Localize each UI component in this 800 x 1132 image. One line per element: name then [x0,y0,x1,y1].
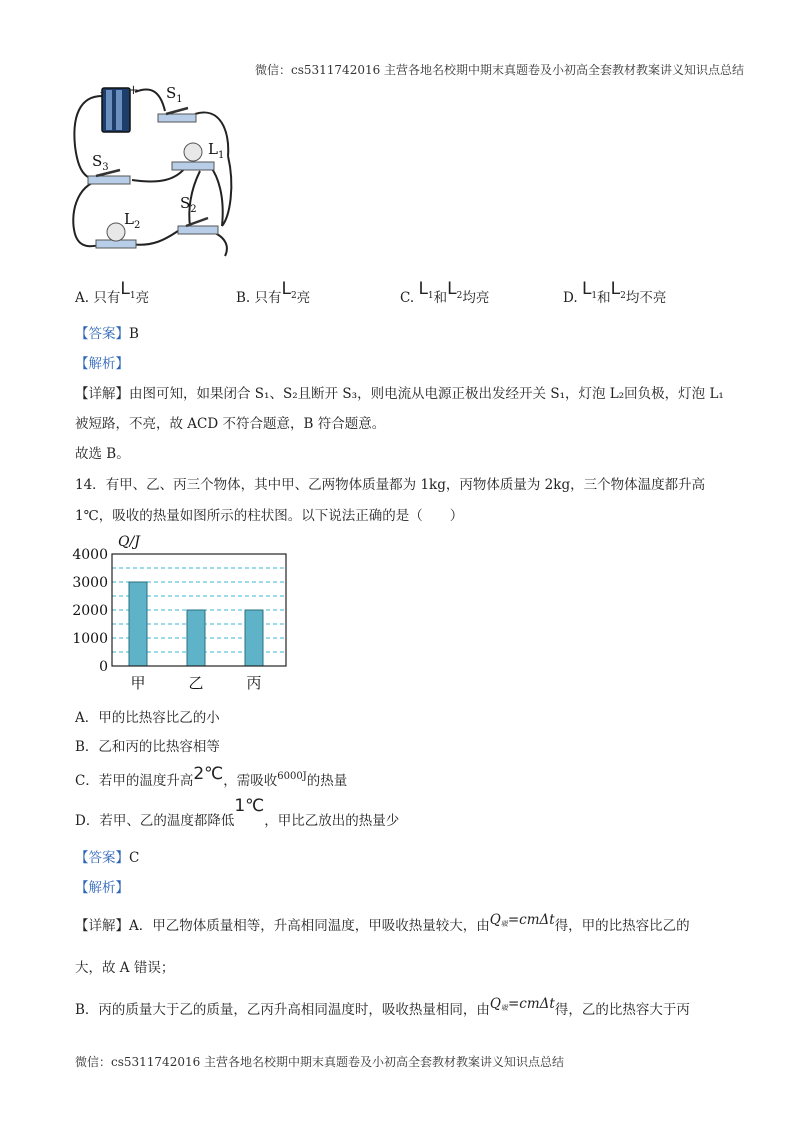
q13-option-a: A. 只有$L_1$亮 [75,279,150,306]
q14-stem-line2: 1℃，吸收的热量如图所示的柱状图。以下说法正确的是（ ） [75,508,464,524]
y-tick-label: 4000 [72,547,108,563]
q13-analysis-label: 【解析】 [75,356,129,372]
switch-s1-icon [158,108,196,122]
switch-s3-icon [88,170,130,184]
bar [129,582,147,666]
svg-text:L1: $L_1$ [208,140,225,161]
q14-option-c: C．若甲的温度升高2℃，需吸收$^{6000J}$的热量 [75,764,348,789]
q13-detail-line2: 被短路，不亮，故 ACD 不符合题意，B 符合题意。 [75,416,386,432]
bar [187,610,205,666]
y-axis-label: Q/J [118,534,140,550]
q13-option-b: B. 只有$L_2$亮 [236,279,311,306]
q14-stem-line1: 14．有甲、乙、丙三个物体，其中甲、乙两物体质量都为 1kg，丙物体质量为 2kg，三个物体温度都升高 [75,477,706,493]
y-tick-label: 0 [99,659,108,675]
switch-s2-icon [178,218,218,234]
q13-option-d: D. $L_1$和$L_2$均不亮 [563,279,667,306]
q14-detail-a-line2: 大，故 A 错误； [75,960,175,976]
svg-text:S2: $S_2$ [180,194,197,215]
svg-text:L2: $L_2$ [124,210,141,231]
header-watermark: 微信：cs5311742016 主营各地名校期中期末真题卷及小初高全套教材教案讲义知识点总结 [255,63,745,77]
y-tick-label: 2000 [72,603,108,619]
heat-bar-chart [60,530,300,695]
x-category-label: 乙 [188,674,204,692]
q13-detail-line1: 【详解】由图可知，如果闭合 S₁、S₂且断开 S₃，则电流从电源正极出发经开关 S₁，灯泡 L₂回负极，灯泡 L₁ [75,386,724,402]
formula: $Q_吸=cm\Delta t$ [489,996,555,1012]
q14-answer: 【答案】C [75,850,140,866]
svg-text:+: + [128,83,139,98]
circuit-diagram [60,76,240,266]
formula: $Q_吸=cm\Delta t$ [489,912,555,928]
x-category-label: 甲 [130,674,146,692]
x-category-label: 丙 [246,674,262,692]
svg-text:S3: $S_3$ [92,152,109,173]
bar [245,610,263,666]
q14-detail-b-line1: B．丙的质量大于乙的质量，乙丙升高相同温度时，吸收热量相同，由$Q_吸=cm\Delta t$得，乙的比热容大于丙 [75,996,690,1018]
battery-icon [102,88,130,132]
svg-text:-: - [100,85,105,99]
q14-option-d: D．若甲、乙的温度都降低1℃，甲比乙放出的热量少 [75,796,400,829]
y-tick-label: 3000 [72,575,108,591]
footer-watermark: 微信：cs5311742016 主营各地名校期中期末真题卷及小初高全套教材教案讲义知识点总结 [75,1055,565,1069]
y-tick-label: 1000 [72,631,108,647]
svg-text:S1: $S_1$ [166,84,183,105]
q13-answer: 【答案】B [75,326,139,342]
q14-analysis-label: 【解析】 [75,880,129,896]
q13-option-c: C. $L_1$和$L_2$均亮 [400,279,490,306]
q13-conclusion: 故选 B。 [75,446,130,462]
q14-detail-a-line1: 【详解】A．甲乙物体质量相等，升高相同温度，甲吸收热量较大，由$Q_吸=cm\Delta t$得，甲的比热容比乙的 [75,912,690,934]
q14-option-a: A．甲的比热容比乙的小 [75,710,220,726]
q14-option-b: B．乙和丙的比热容相等 [75,739,220,755]
